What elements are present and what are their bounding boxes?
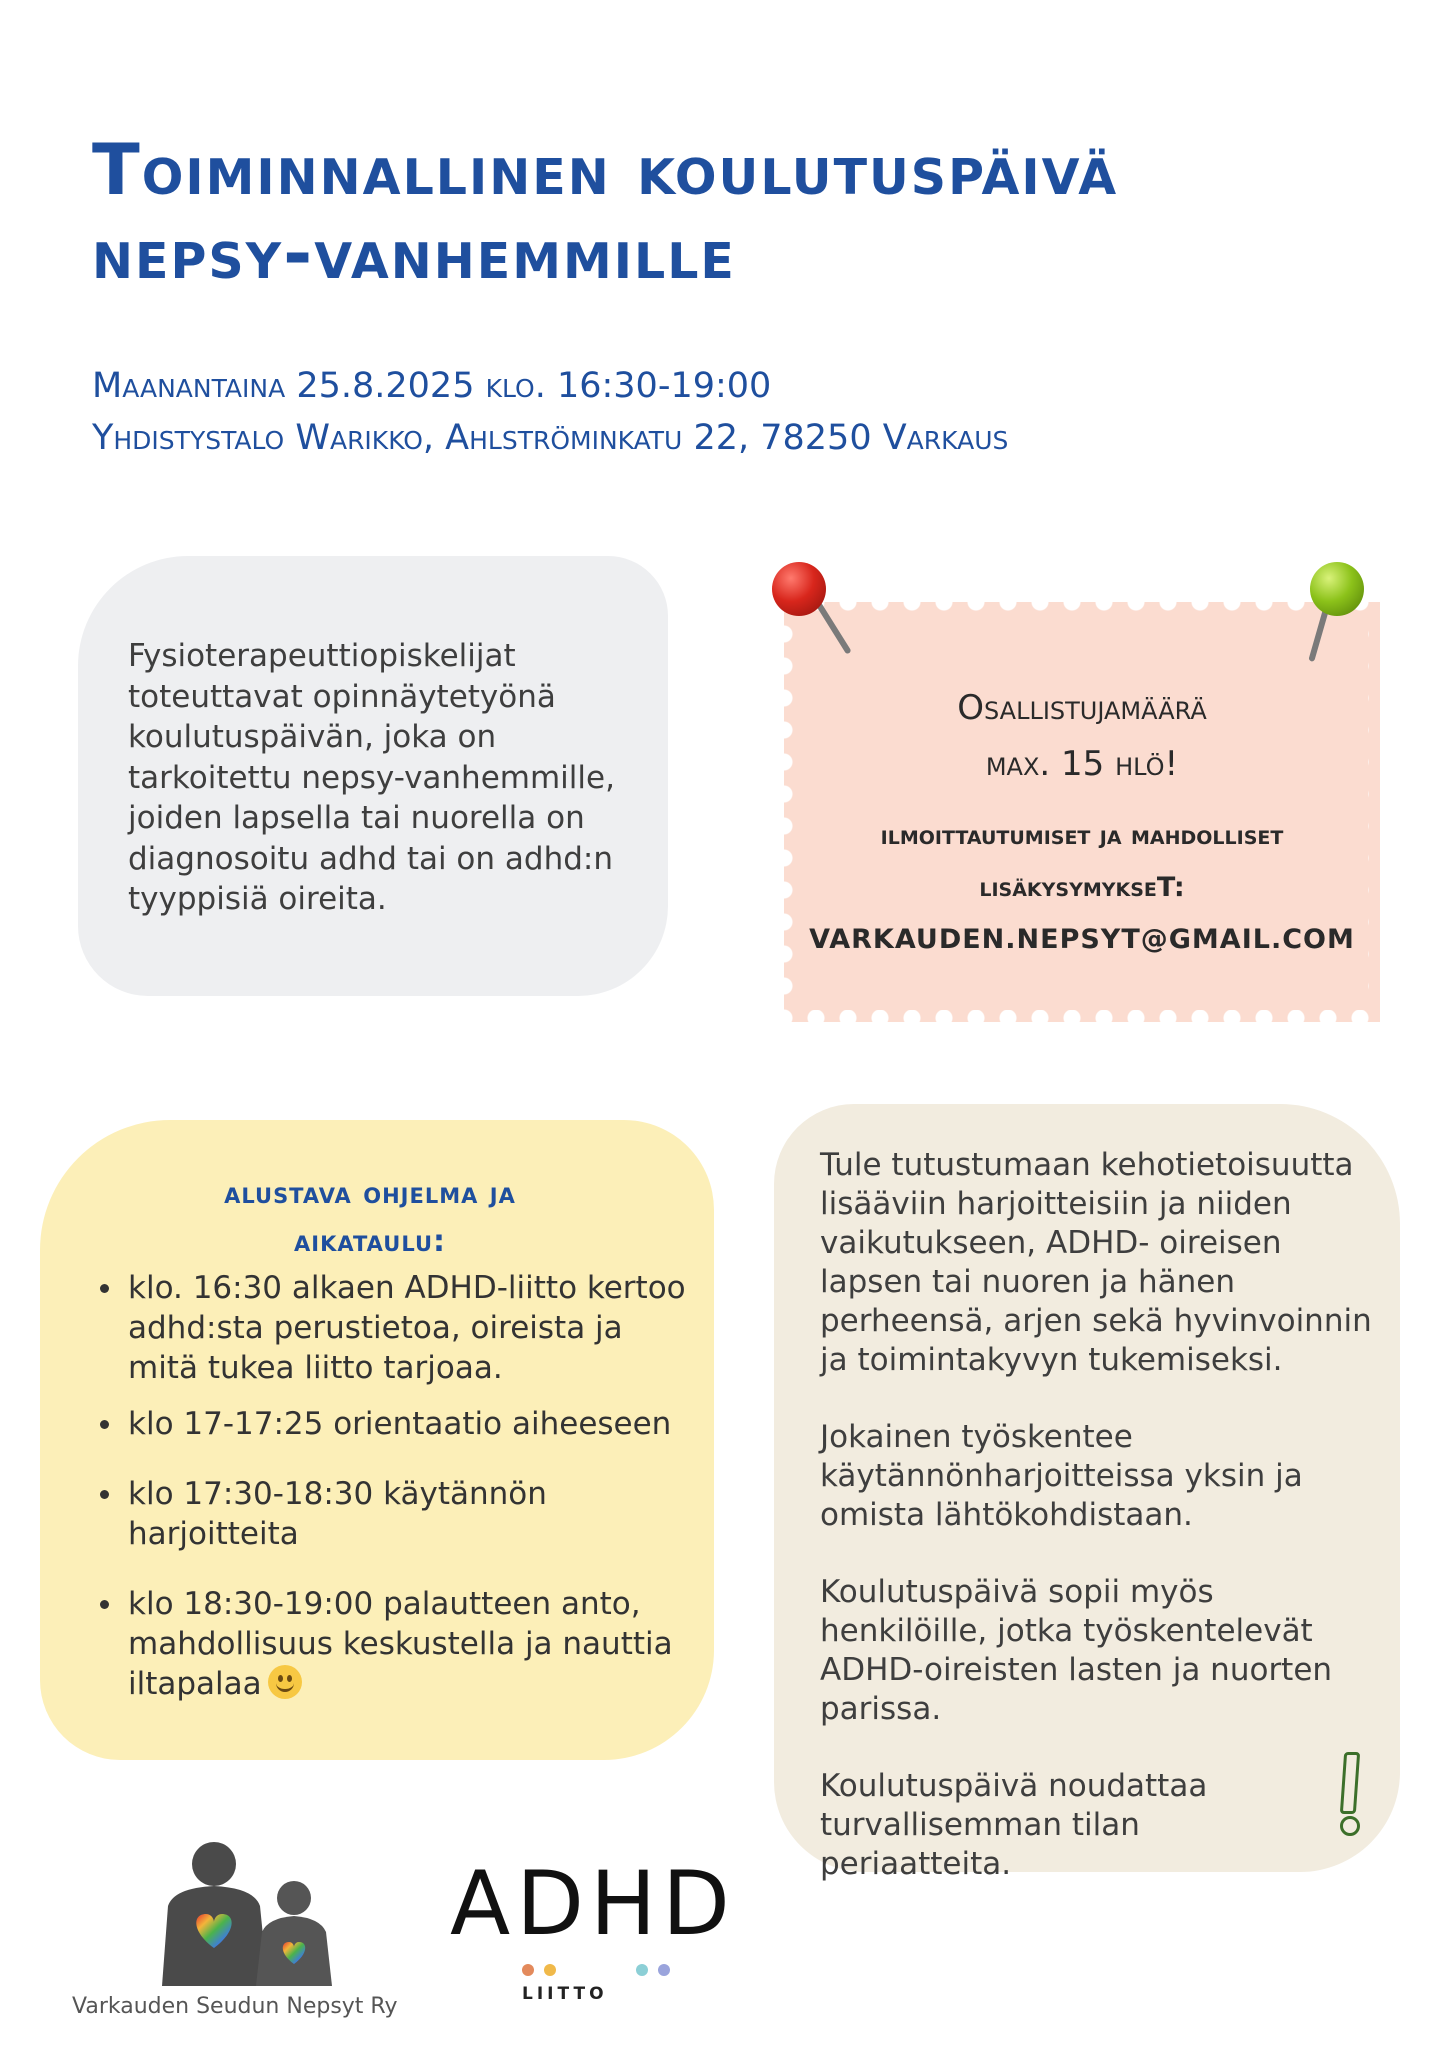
title-line-1: Toiminnallinen koulutuspäivä [92, 129, 1119, 211]
logo-dot [522, 1964, 534, 1976]
parent-child-silhouette-icon [152, 1836, 352, 1986]
registration-info [800, 680, 1364, 966]
schedule-item [96, 1474, 696, 1554]
green-pushpin-icon [1300, 562, 1380, 672]
schedule-item [96, 1584, 696, 1704]
info-paragraph: Jokainen työskentee käytännönharjoitteissa yksin ja omista lähtökohdistaan. [820, 1419, 1303, 1533]
contact-email[interactable]: VARKAUDEN.NEPSYT@GMAIL.COM [809, 924, 1355, 955]
logo-dot [658, 1964, 670, 1976]
nepsyt-logo [72, 1836, 398, 2036]
logo-dot [636, 1964, 648, 1976]
title-line-2: nepsy-vanhemmille [92, 213, 736, 295]
participant-count-heading: Osallistujamäärä [957, 688, 1207, 728]
nepsyt-logo-caption: Varkauden Seudun Nepsyt Ry [72, 1994, 398, 2019]
schedule-item [96, 1404, 696, 1444]
registration-line-1: ilmoittautumiset ja mahdolliset [880, 820, 1284, 851]
event-location: Yhdistystalo Warikko, Ahlströminkatu 22, 78250 Varkaus [92, 418, 1009, 458]
bullet-icon [100, 1420, 109, 1429]
schedule-item-text: klo 17:30-18:30 käytännön harjoitteita [128, 1476, 547, 1552]
adhd-logo-wordmark: ADHD [450, 1852, 736, 1955]
schedule-item [96, 1268, 696, 1388]
adhd-liitto-logo [450, 1852, 736, 2006]
info-paragraph: Koulutuspäivä noudattaa turvallisemman tilan periaatteita. [820, 1768, 1208, 1882]
schedule-item-text: klo. 16:30 alkaen ADHD-liitto kertoo adhd:sta perustietoa, oireista ja mitä tukea liitto tarjoaa. [128, 1270, 686, 1386]
event-date: Maanantaina 25.8.2025 klo. 16:30-19:00 [92, 366, 772, 406]
program-schedule [96, 1268, 696, 1704]
program-title [100, 1170, 640, 1266]
red-pushpin-icon [772, 562, 852, 672]
program-title-line-2: aikataulu: [294, 1224, 446, 1259]
event-details [92, 360, 1372, 464]
bullet-icon [100, 1490, 109, 1499]
logo-dot [544, 1964, 556, 1976]
bullet-icon [100, 1600, 109, 1609]
exclamation-icon [1336, 1752, 1366, 1832]
info-paragraph: Koulutuspäivä sopii myös henkilöille, jotka työskentelevät ADHD-oireisten lasten ja nuorten parissa. [820, 1574, 1333, 1727]
info-text [820, 1146, 1380, 1922]
program-title-line-1: alustava ohjelma ja [224, 1176, 516, 1211]
schedule-item-text: klo 18:30-19:00 palautteen anto, mahdollisuus keskustella ja nauttia iltapalaa [128, 1586, 673, 1702]
schedule-item-text: klo 17-17:25 orientaatio aiheeseen [128, 1406, 672, 1442]
page-title [92, 128, 1372, 296]
adhd-logo-subtitle: LIITTO [522, 1984, 608, 2004]
registration-line-2: lisäkysymykseT: [979, 872, 1185, 903]
bullet-icon [100, 1284, 109, 1293]
smiley-face-icon [268, 1665, 302, 1699]
participant-max: max. 15 hlö! [985, 744, 1179, 784]
info-paragraph: Tule tutustumaan kehotietoisuutta lisääviin harjoitteisiin ja niiden vaikutukseen, ADHD- oireisen lapsen tai nuoren ja hänen perheensä, arjen sekä hyvinvoinnin ja toimintakyvyn tukemiseksi. [820, 1147, 1372, 1378]
intro-text: Fysioterapeuttiopiskelijat toteuttavat opinnäytetyönä koulutuspäivän, joka on tarkoitettu nepsy-vanhemmille, joiden lapsella tai nuorella on diagnosoitu adhd tai on adhd:n tyyppisiä oireita. [128, 638, 615, 917]
